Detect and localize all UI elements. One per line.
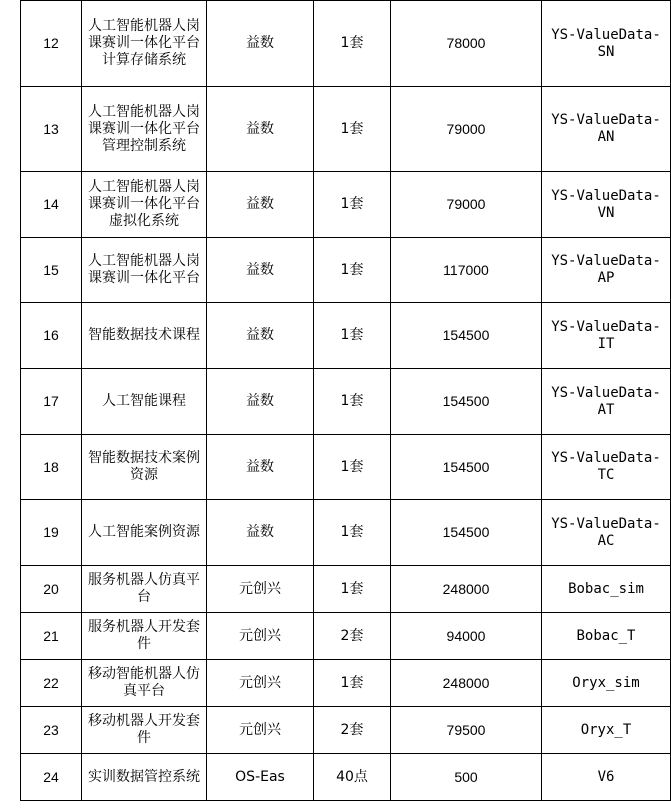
- row-number-cell: 17: [21, 369, 82, 435]
- row-number-cell: 15: [21, 238, 82, 303]
- item-name-cell: 服务机器人开发套件: [82, 613, 207, 660]
- brand-cell: 益数: [207, 87, 314, 172]
- item-name-cell: 实训数据管控系统: [82, 754, 207, 801]
- quantity-cell: 1套: [314, 566, 391, 613]
- table-row: [21, 566, 671, 613]
- price-cell: 500: [391, 754, 542, 801]
- item-name-cell: 人工智能案例资源: [82, 500, 207, 566]
- item-name-cell: 移动智能机器人仿真平台: [82, 660, 207, 707]
- price-cell: 79000: [391, 172, 542, 238]
- price-cell: 79500: [391, 707, 542, 754]
- brand-cell: 益数: [207, 238, 314, 303]
- row-number-cell: 18: [21, 435, 82, 500]
- table-row: [21, 660, 671, 707]
- row-number-cell: 19: [21, 500, 82, 566]
- model-cell: YS-ValueData-AC: [542, 500, 671, 566]
- quantity-cell: 2套: [314, 613, 391, 660]
- model-cell: YS-ValueData-VN: [542, 172, 671, 238]
- brand-cell: 益数: [207, 172, 314, 238]
- row-number-cell: 22: [21, 660, 82, 707]
- model-cell: Oryx_T: [542, 707, 671, 754]
- item-name-cell: 移动机器人开发套件: [82, 707, 207, 754]
- quantity-cell: 1套: [314, 369, 391, 435]
- price-cell: 117000: [391, 238, 542, 303]
- item-name-cell: 人工智能课程: [82, 369, 207, 435]
- brand-cell: 元创兴: [207, 566, 314, 613]
- table-row: [21, 707, 671, 754]
- brand-cell: 益数: [207, 1, 314, 87]
- brand-cell: 益数: [207, 369, 314, 435]
- row-number-cell: 21: [21, 613, 82, 660]
- row-number-cell: 20: [21, 566, 82, 613]
- model-cell: Bobac_T: [542, 613, 671, 660]
- table-row: [21, 613, 671, 660]
- quantity-cell: 1套: [314, 172, 391, 238]
- table-row: [21, 435, 671, 500]
- price-cell: 154500: [391, 369, 542, 435]
- quantity-cell: 2套: [314, 707, 391, 754]
- quantity-cell: 1套: [314, 435, 391, 500]
- table-row: [21, 303, 671, 369]
- item-name-cell: 人工智能机器人岗课赛训一体化平台计算存储系统: [82, 1, 207, 87]
- row-number-cell: 16: [21, 303, 82, 369]
- row-number-cell: 23: [21, 707, 82, 754]
- quantity-cell: 40点: [314, 754, 391, 801]
- item-name-cell: 人工智能机器人岗课赛训一体化平台管理控制系统: [82, 87, 207, 172]
- brand-cell: 益数: [207, 435, 314, 500]
- equipment-table: [20, 0, 671, 801]
- quantity-cell: 1套: [314, 1, 391, 87]
- brand-cell: 元创兴: [207, 613, 314, 660]
- model-cell: YS-ValueData-SN: [542, 1, 671, 87]
- row-number-cell: 12: [21, 1, 82, 87]
- row-number-cell: 14: [21, 172, 82, 238]
- quantity-cell: 1套: [314, 87, 391, 172]
- item-name-cell: 人工智能机器人岗课赛训一体化平台虚拟化系统: [82, 172, 207, 238]
- brand-cell: 益数: [207, 500, 314, 566]
- table-row: [21, 87, 671, 172]
- quantity-cell: 1套: [314, 238, 391, 303]
- table-row: [21, 172, 671, 238]
- brand-cell: 益数: [207, 303, 314, 369]
- price-cell: 154500: [391, 500, 542, 566]
- quantity-cell: 1套: [314, 660, 391, 707]
- model-cell: YS-ValueData-AN: [542, 87, 671, 172]
- brand-cell: 元创兴: [207, 707, 314, 754]
- item-name-cell: 智能数据技术课程: [82, 303, 207, 369]
- table-row: [21, 1, 671, 87]
- price-cell: 248000: [391, 566, 542, 613]
- price-cell: 248000: [391, 660, 542, 707]
- row-number-cell: 24: [21, 754, 82, 801]
- brand-cell: 元创兴: [207, 660, 314, 707]
- row-number-cell: 13: [21, 87, 82, 172]
- table-row: [21, 754, 671, 801]
- model-cell: YS-ValueData-AT: [542, 369, 671, 435]
- table-row: [21, 369, 671, 435]
- table-row: [21, 238, 671, 303]
- price-cell: 78000: [391, 1, 542, 87]
- quantity-cell: 1套: [314, 303, 391, 369]
- quantity-cell: 1套: [314, 500, 391, 566]
- item-name-cell: 服务机器人仿真平台: [82, 566, 207, 613]
- table-body: [21, 1, 671, 801]
- table-row: [21, 500, 671, 566]
- price-cell: 154500: [391, 435, 542, 500]
- model-cell: Oryx_sim: [542, 660, 671, 707]
- price-cell: 94000: [391, 613, 542, 660]
- brand-cell: OS-Eas: [207, 754, 314, 801]
- model-cell: YS-ValueData-IT: [542, 303, 671, 369]
- model-cell: Bobac_sim: [542, 566, 671, 613]
- model-cell: YS-ValueData-AP: [542, 238, 671, 303]
- price-cell: 79000: [391, 87, 542, 172]
- item-name-cell: 智能数据技术案例资源: [82, 435, 207, 500]
- price-cell: 154500: [391, 303, 542, 369]
- model-cell: YS-ValueData-TC: [542, 435, 671, 500]
- model-cell: V6: [542, 754, 671, 801]
- item-name-cell: 人工智能机器人岗课赛训一体化平台: [82, 238, 207, 303]
